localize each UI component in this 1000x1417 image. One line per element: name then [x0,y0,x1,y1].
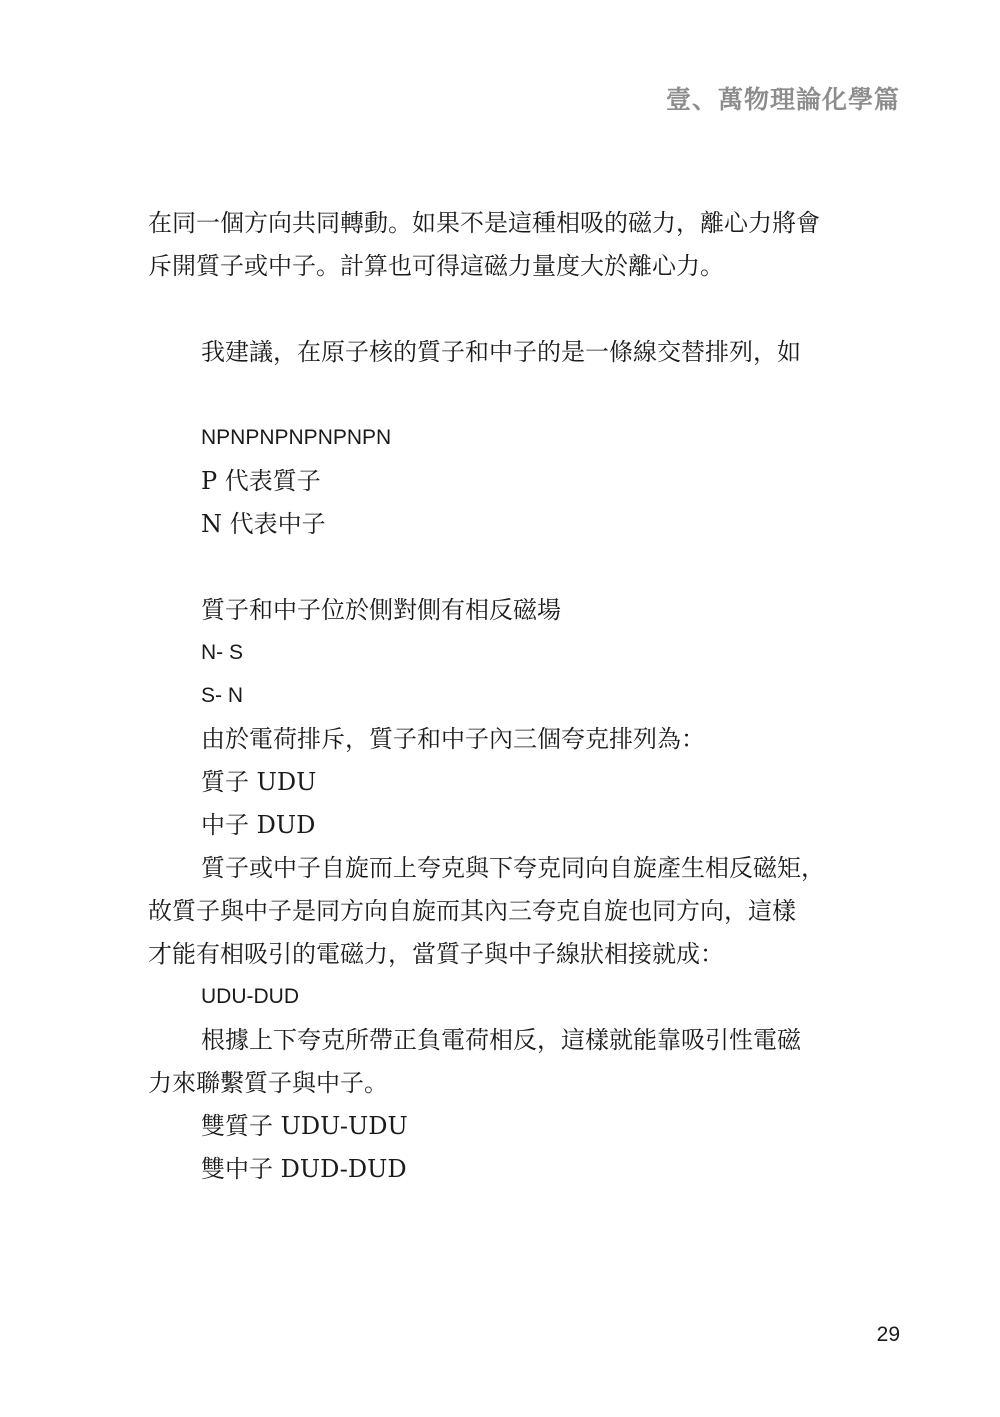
running-header: 壹、萬物理論化學篇 [665,85,900,114]
paragraph-line: 由於電荷排斥，質子和中子內三個夸克排列為： [201,725,705,753]
legend-line: P 代表質子 [201,467,321,495]
paragraph-line: 我建議，在原子核的質子和中子的是一條線交替排列，如 [201,338,801,366]
quark-line: 雙質子 UDU-UDU [201,1112,408,1140]
quark-line: 質子 UDU [201,768,317,796]
paragraph-line: 在同一個方向共同轉動。如果不是這種相吸的磁力，離心力將會 [148,209,820,237]
legend-line: N 代表中子 [201,510,326,538]
quark-line: 中子 DUD [201,811,316,839]
paragraph-line: 故質子與中子是同方向自旋而其內三夸克自旋也同方向，這樣 [148,897,796,925]
page-number: 29 [876,1323,900,1346]
paragraph-line: 根據上下夸克所帶正負電荷相反，這樣就能靠吸引性電磁 [201,1026,801,1054]
sequence-line: NPNPNPNPNPNPN [201,426,392,449]
paragraph-line: 力來聯繫質子與中子。 [148,1069,388,1097]
paragraph-line: 才能有相吸引的電磁力，當質子與中子線狀相接就成： [148,940,724,968]
paragraph-line: 斥開質子或中子。計算也可得這磁力量度大於離心力。 [148,252,724,280]
pole-line: N- S [201,641,243,664]
pole-line: S- N [201,684,243,707]
paragraph-line: 質子和中子位於側對側有相反磁場 [201,596,561,624]
quark-line: UDU-DUD [201,985,299,1008]
quark-line: 雙中子 DUD-DUD [201,1155,407,1183]
paragraph-line: 質子或中子自旋而上夸克與下夸克同向自旋產生相反磁矩， [201,854,825,882]
